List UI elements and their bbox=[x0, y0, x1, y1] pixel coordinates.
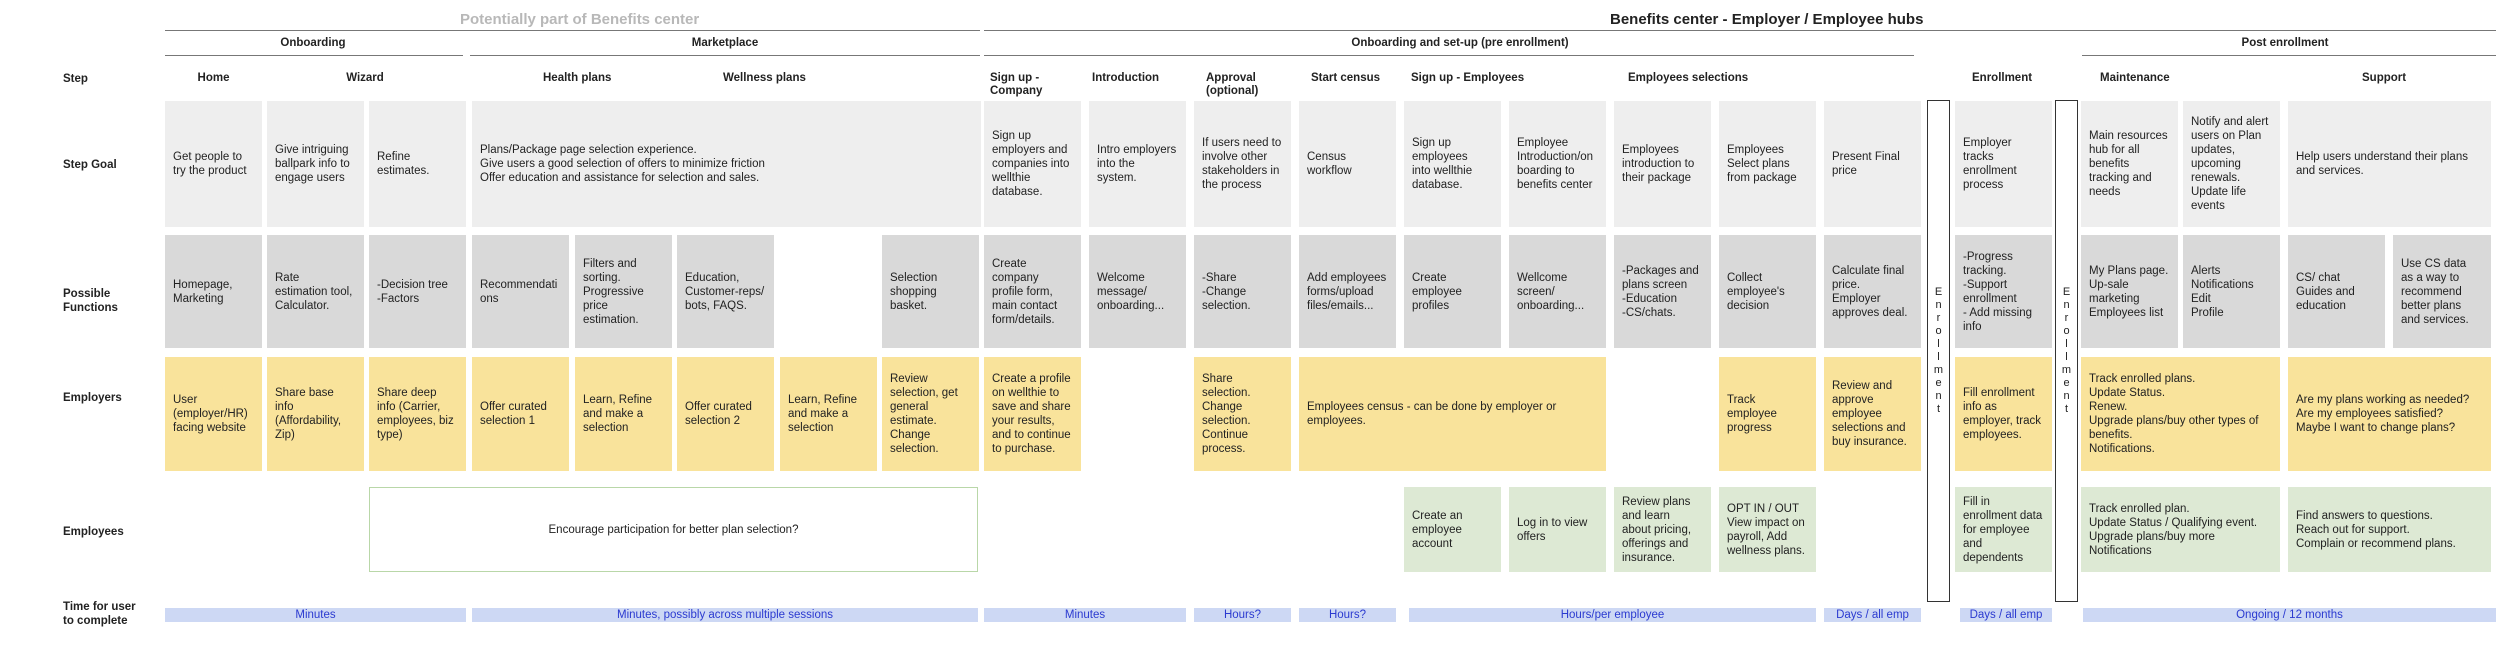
goal-box: Sign up employers and companies into wellthie database. bbox=[984, 101, 1081, 227]
function-box: Homepage, Marketing bbox=[165, 235, 262, 348]
row-label-step-goal: Step Goal bbox=[63, 159, 117, 171]
enrollment-vertical-marker: E n r o l l m e n t bbox=[2055, 100, 2078, 602]
time-bar: Days / all emp bbox=[1824, 608, 1921, 622]
time-bar: Hours/per employee bbox=[1409, 608, 1816, 622]
goal-box: Present Final price bbox=[1824, 101, 1921, 227]
goal-box: Notify and alert users on Plan updates, upcoming renewals. Update life events bbox=[2183, 101, 2280, 227]
employer-box: Fill enrollment info as employer, track employees. bbox=[1955, 357, 2052, 471]
function-box: CS/ chat Guides and education bbox=[2288, 235, 2385, 348]
goal-box: Intro employers into the system. bbox=[1089, 101, 1186, 227]
section-rule-post bbox=[2082, 55, 2496, 56]
enrollment-vertical-marker: E n r o l l m e n t bbox=[1927, 100, 1950, 602]
step-introduction: Introduction bbox=[1092, 72, 1160, 84]
goal-box: Give intriguing ballpark info to engage users bbox=[267, 101, 364, 227]
employer-box: Share deep info (Carrier, employees, biz type) bbox=[369, 357, 466, 471]
time-bar: Minutes, possibly across multiple sessions bbox=[472, 608, 978, 622]
function-box: Create company profile form, main contact form/details. bbox=[984, 235, 1081, 348]
employer-box: Track employee progress bbox=[1719, 357, 1816, 471]
function-box: Use CS data as a way to recommend better plans and services. bbox=[2393, 235, 2491, 348]
goal-box: If users need to involve other stakeholders in the process bbox=[1194, 101, 1291, 227]
function-box: -Progress tracking. -Support enrollment - Add missing info bbox=[1955, 235, 2052, 348]
goal-box: Help users understand their plans and services. bbox=[2288, 101, 2491, 227]
goal-box: Employee Introduction/on boarding to benefits center bbox=[1509, 101, 1606, 227]
row-label-possible-functions: Possible Functions bbox=[63, 288, 118, 314]
employer-box: Employees census - can be done by employer or employees. bbox=[1299, 357, 1606, 471]
goal-box: Refine estimates. bbox=[369, 101, 466, 227]
step-start-census: Start census bbox=[1311, 72, 1381, 84]
employee-box: Review plans and learn about pricing, offerings and insurance. bbox=[1614, 487, 1711, 572]
employer-box: Learn, Refine and make a selection bbox=[780, 357, 877, 471]
step-approval: Approval (optional) bbox=[1206, 72, 1259, 97]
step-wellness-plans: Wellness plans bbox=[723, 72, 806, 84]
goal-box: Plans/Package page selection experience. Give users a good selection of offers to minimize friction Offer education and assistance for selection and sales. bbox=[472, 101, 981, 227]
row-label-step: Step bbox=[63, 73, 88, 85]
step-employees-selections: Employees selections bbox=[1628, 72, 1749, 84]
time-bar: Ongoing / 12 months bbox=[2083, 608, 2496, 622]
employer-box: Offer curated selection 2 bbox=[677, 357, 774, 471]
employee-box-outline: Encourage participation for better plan selection? bbox=[369, 487, 978, 572]
header-rule-left bbox=[165, 30, 980, 31]
step-enrollment: Enrollment bbox=[1972, 72, 2033, 84]
function-box: Rate estimation tool, Calculator. bbox=[267, 235, 364, 348]
step-home: Home bbox=[197, 72, 230, 84]
goal-box: Employees Select plans from package bbox=[1719, 101, 1816, 227]
function-box: Welcome message/ onboarding... bbox=[1089, 235, 1186, 348]
employee-box: Create an employee account bbox=[1404, 487, 1501, 572]
employer-box: Track enrolled plans. Update Status. Renew. Upgrade plans/buy other types of benefits. Notifications. bbox=[2081, 357, 2280, 471]
step-support: Support bbox=[2362, 72, 2407, 84]
employer-box: Learn, Refine and make a selection bbox=[575, 357, 672, 471]
employer-box: Are my plans working as needed? Are my employees satisfied? Maybe I want to change plans? bbox=[2288, 357, 2491, 471]
function-box: -Packages and plans screen -Education -CS/chats. bbox=[1614, 235, 1711, 348]
function-box: Collect employee's decision bbox=[1719, 235, 1816, 348]
section-onboarding: Onboarding bbox=[280, 37, 346, 49]
function-box: My Plans page. Up-sale marketing Employees list bbox=[2081, 235, 2178, 348]
employer-box: Review selection, get general estimate. Change selection. bbox=[882, 357, 979, 471]
step-health-plans: Health plans bbox=[543, 72, 612, 84]
employee-box: OPT IN / OUT View impact on payroll, Add wellness plans. bbox=[1719, 487, 1816, 572]
function-box: Recommendati ons bbox=[472, 235, 569, 348]
function-box: Filters and sorting. Progressive price estimation. bbox=[575, 235, 672, 348]
employee-box: Fill in enrollment data for employee and dependents bbox=[1955, 487, 2052, 572]
goal-box: Employees introduction to their package bbox=[1614, 101, 1711, 227]
time-bar: Hours? bbox=[1194, 608, 1291, 622]
benefits-center-header: Benefits center - Employer / Employee hubs bbox=[1610, 11, 1924, 28]
function-box: Wellcome screen/ onboarding... bbox=[1509, 235, 1606, 348]
step-signup-company: Sign up - Company bbox=[990, 72, 1043, 97]
employer-box: Share selection. Change selection. Continue process. bbox=[1194, 357, 1291, 471]
time-bar: Days / all emp bbox=[1960, 608, 2052, 622]
employer-box: User (employer/HR) facing website bbox=[165, 357, 262, 471]
employer-box: Review and approve employee selections and buy insurance. bbox=[1824, 357, 1921, 471]
section-post-enrollment: Post enrollment bbox=[2241, 37, 2329, 49]
time-bar: Hours? bbox=[1299, 608, 1396, 622]
row-label-time: Time for user to complete bbox=[63, 601, 136, 627]
employer-box: Create a profile on wellthie to save and share your results, and to continue to purchase. bbox=[984, 357, 1081, 471]
step-maintenance: Maintenance bbox=[2100, 72, 2170, 84]
time-bar: Minutes bbox=[984, 608, 1186, 622]
function-box: -Decision tree -Factors bbox=[369, 235, 466, 348]
function-box: Education, Customer-reps/ bots, FAQS. bbox=[677, 235, 774, 348]
function-box: Alerts Notifications Edit Profile bbox=[2183, 235, 2280, 348]
employee-box: Log in to view offers bbox=[1509, 487, 1606, 572]
employer-box: Offer curated selection 1 bbox=[472, 357, 569, 471]
function-box: Add employees forms/upload files/emails... bbox=[1299, 235, 1396, 348]
time-bar: Minutes bbox=[165, 608, 466, 622]
employee-box: Track enrolled plan. Update Status / Qualifying event. Upgrade plans/buy more Notifications bbox=[2081, 487, 2280, 572]
goal-box: Get people to try the product bbox=[165, 101, 262, 227]
function-box: Calculate final price. Employer approves deal. bbox=[1824, 235, 1921, 348]
section-rule-setup bbox=[984, 55, 1914, 56]
step-wizard: Wizard bbox=[346, 72, 384, 84]
employer-box: Share base info (Affordability, Zip) bbox=[267, 357, 364, 471]
section-onboarding-setup: Onboarding and set-up (pre enrollment) bbox=[1351, 37, 1569, 49]
benefits-part-header: Potentially part of Benefits center bbox=[460, 11, 700, 28]
goal-box: Sign up employees into wellthie database. bbox=[1404, 101, 1501, 227]
goal-box: Census workflow bbox=[1299, 101, 1396, 227]
header-rule-right bbox=[984, 30, 2496, 31]
function-box: Selection shopping basket. bbox=[882, 235, 979, 348]
function-box: -Share -Change selection. bbox=[1194, 235, 1291, 348]
goal-box: Employer tracks enrollment process bbox=[1955, 101, 2052, 227]
function-box: Create employee profiles bbox=[1404, 235, 1501, 348]
step-signup-employees: Sign up - Employees bbox=[1411, 72, 1525, 84]
section-rule-marketplace bbox=[470, 55, 980, 56]
section-rule-onboarding bbox=[165, 55, 463, 56]
row-label-employers: Employers bbox=[63, 392, 122, 404]
section-marketplace: Marketplace bbox=[691, 37, 759, 49]
employee-box: Find answers to questions. Reach out for support. Complain or recommend plans. bbox=[2288, 487, 2491, 572]
goal-box: Main resources hub for all benefits tracking and needs bbox=[2081, 101, 2178, 227]
row-label-employees: Employees bbox=[63, 526, 124, 538]
